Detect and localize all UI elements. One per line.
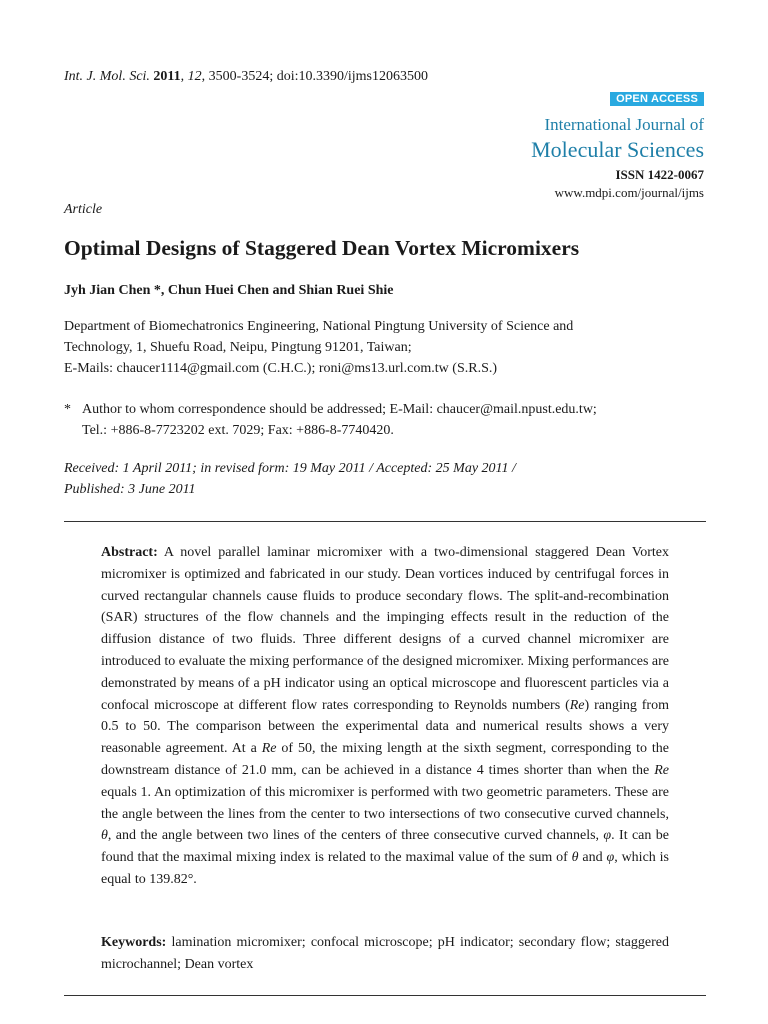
abstract-text: , which is equal to 139.82°. <box>101 850 669 887</box>
authors: Jyh Jian Chen *, Chun Huei Chen and Shian Ruei Shie <box>64 283 394 298</box>
bottom-divider <box>64 995 706 996</box>
keywords <box>101 932 669 976</box>
emails-line: E-Mails: chaucer1114@gmail.com (C.H.C.); roni@ms13.url.com.tw (S.R.S.) <box>64 361 498 376</box>
phi-symbol: φ <box>606 850 615 866</box>
theta-symbol: θ <box>571 850 579 866</box>
journal-name-line2: Molecular Sciences <box>531 137 704 162</box>
citation-year: 2011 <box>153 69 181 84</box>
phi-symbol: φ <box>603 828 612 844</box>
abstract-text: ) ranging from 0.5 to 50. The comparison between the experimental data and numerical results shows a very reasonable agreement. At a <box>101 697 669 757</box>
abstract-text: of 50, the mixing length at the sixth segment, corresponding to the downstream distance of 21.0 mm, can be achieved in a distance 4 times shorter than when the <box>101 741 669 778</box>
journal-abbrev: Int. J. Mol. Sci. <box>64 69 150 84</box>
affiliation-line: Department of Biomechatronics Engineering, National Pingtung University of Science and <box>64 319 574 334</box>
article-title: Optimal Designs of Staggered Dean Vortex Micromixers <box>64 236 580 260</box>
keywords-label: Keywords: <box>101 935 167 950</box>
re-symbol: Re <box>654 762 669 778</box>
abstract-label: Abstract: <box>101 545 158 560</box>
keywords-text: lamination micromixer; confocal microscope; pH indicator; secondary flow; staggered microchannel; Dean vortex <box>101 935 669 972</box>
contact-line: Tel.: +886-8-7723202 ext. 7029; Fax: +886-8-7740420. <box>82 423 394 438</box>
journal-url[interactable]: www.mdpi.com/journal/ijms <box>554 185 704 200</box>
article-type: Article <box>64 202 103 217</box>
abstract-text: . It can be found that the maximal mixing index is related to the maximal value of the sum of <box>101 828 669 866</box>
journal-header <box>531 114 704 202</box>
publication-dates <box>64 458 714 500</box>
citation-volume: 12 <box>187 69 202 84</box>
abstract-text: A novel parallel laminar micromixer with a two-dimensional staggered Dean Vortex micromixer is optimized and fabricated in our study. Dean vortices induced by centrifugal forces in curved rectangular channels cause fluids to produce secondary flows. The split-and-recombination (SAR) structures of the flow channels and the impinging effects result in the reduction of the diffusion distance of two fluids. Three different designs of a curved channel micromixer are introduced to evaluate the mixing performance of the designed micromixer. Mixing performances are demonstrated by means of a pH indicator using an optical microscope and fluorescent particles via a confocal microscope at different flow rates corresponding to Reynolds numbers ( <box>101 545 669 713</box>
journal-issn: ISSN 1422-0067 <box>615 167 704 182</box>
top-divider <box>64 521 706 522</box>
asterisk-marker: * <box>64 402 71 417</box>
citation-pages-doi: , 3500-3524; doi:10.3390/ijms12063500 <box>201 69 428 84</box>
re-symbol: Re <box>569 697 585 713</box>
correspondence-note <box>64 399 714 441</box>
open-access-badge: OPEN ACCESS <box>610 92 704 106</box>
re-symbol: Re <box>261 741 277 757</box>
abstract-text: equals 1. An optimization of this micromixer is performed with two geometric parameters. These are the angle between the lines from the center to two intersections of two consecutive curved channels, <box>101 784 669 822</box>
abstract <box>101 542 669 891</box>
abstract-text: and <box>578 850 607 866</box>
abstract-text: , and the angle between two lines of the centers of three consecutive curved channels, <box>107 828 604 844</box>
journal-name-line1: International Journal of <box>544 115 704 134</box>
published-line: Published: 3 June 2011 <box>64 482 196 497</box>
correspondence-line: Author to whom correspondence should be addressed; E-Mail: chaucer@mail.npust.edu.tw; <box>82 402 597 417</box>
theta-symbol: θ <box>101 828 108 844</box>
affiliation-line: Technology, 1, Shuefu Road, Neipu, Pingtung 91201, Taiwan; <box>64 340 412 355</box>
dates-line: Received: 1 April 2011; in revised form: 19 May 2011 / Accepted: 25 May 2011 / <box>64 461 516 476</box>
citation-line: Int. J. Mol. Sci. 2011, 12, 3500-3524; doi:10.3390/ijms12063500 <box>64 69 428 84</box>
affiliation <box>64 316 714 379</box>
